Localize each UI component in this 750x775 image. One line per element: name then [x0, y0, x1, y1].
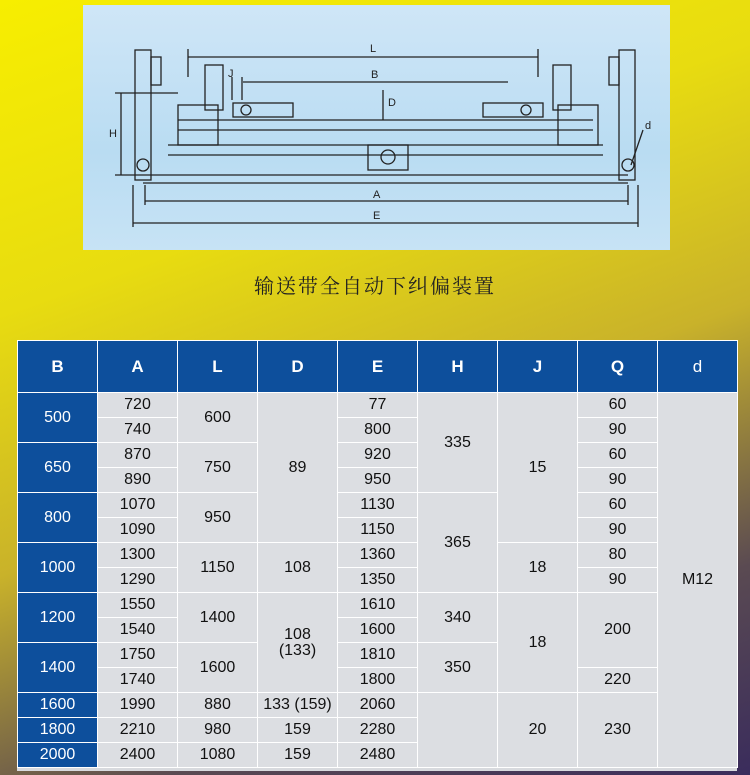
cell-l: 1400 — [178, 593, 258, 643]
label-a: A — [373, 189, 381, 201]
cell-l: 1150 — [178, 543, 258, 593]
header-row — [18, 341, 738, 393]
cell-a: 1300 — [98, 543, 178, 568]
table-row — [18, 493, 738, 518]
diagram-caption: 输送带全自动下纠偏装置 — [254, 276, 496, 298]
label-d: D — [388, 97, 396, 109]
cell-h: 340 — [418, 593, 498, 643]
cell-j: 20 — [498, 693, 578, 768]
header-l: L — [178, 341, 258, 393]
cell-q: 90 — [578, 418, 658, 443]
cell-j: 18 — [498, 593, 578, 693]
cell-b: 500 — [18, 393, 98, 443]
cell-b: 1000 — [18, 543, 98, 593]
cell-e: 800 — [338, 418, 418, 443]
cell-b: 650 — [18, 443, 98, 493]
cell-e: 77 — [338, 393, 418, 418]
cell-e: 2280 — [338, 718, 418, 743]
cell-q: 90 — [578, 518, 658, 543]
spec-table-container — [17, 340, 737, 771]
header-d: D — [258, 341, 338, 393]
header-j: J — [498, 341, 578, 393]
cell-a: 720 — [98, 393, 178, 418]
cell-a: 890 — [98, 468, 178, 493]
left-frame — [135, 50, 151, 180]
cell-q: 90 — [578, 568, 658, 593]
cell-q: 220 — [578, 668, 658, 693]
cell-l: 1600 — [178, 643, 258, 693]
cell-l: 600 — [178, 393, 258, 443]
table-row — [18, 668, 738, 693]
cell-b: 2000 — [18, 743, 98, 768]
cell-h: 335 — [418, 393, 498, 493]
header-e: E — [338, 341, 418, 393]
cell-q: 230 — [578, 693, 658, 768]
left-upright — [205, 65, 223, 110]
cell-d-line2: (133) — [278, 641, 317, 659]
cell-d: 159 — [258, 718, 338, 743]
cell-h: 365 — [418, 493, 498, 593]
cell-l: 1080 — [178, 743, 258, 768]
cell-q: 90 — [578, 468, 658, 493]
header-q: Q — [578, 341, 658, 393]
cell-e: 1360 — [338, 543, 418, 568]
cell-a: 1540 — [98, 618, 178, 643]
cell-a: 1090 — [98, 518, 178, 543]
header-b: B — [18, 341, 98, 393]
label-d-small: d — [645, 120, 652, 132]
cell-e: 2480 — [338, 743, 418, 768]
cell-e: 1350 — [338, 568, 418, 593]
cell-l: 880 — [178, 693, 258, 718]
cell-e: 1810 — [338, 643, 418, 668]
cell-q: 60 — [578, 393, 658, 418]
cell-a: 2400 — [98, 743, 178, 768]
cell-j: 15 — [498, 393, 578, 543]
label-e: E — [373, 210, 381, 222]
table-row — [18, 593, 738, 618]
header-a: A — [98, 341, 178, 393]
table-row — [18, 468, 738, 493]
center-roller — [368, 145, 408, 170]
cell-j: 18 — [498, 543, 578, 593]
cell-l: 980 — [178, 718, 258, 743]
cell-q: 200 — [578, 593, 658, 668]
table-row — [18, 393, 738, 418]
cell-e: 1150 — [338, 518, 418, 543]
cell-e: 1130 — [338, 493, 418, 518]
cell-a: 870 — [98, 443, 178, 468]
cell-d-line1: 108 — [284, 625, 311, 643]
cell-a: 1070 — [98, 493, 178, 518]
cell-q: 60 — [578, 493, 658, 518]
table-row — [18, 418, 738, 443]
cell-a: 1990 — [98, 693, 178, 718]
cell-b: 1400 — [18, 643, 98, 693]
cell-e: 2060 — [338, 693, 418, 718]
cell-q: 60 — [578, 443, 658, 468]
cell-d: 133 (159) — [258, 693, 338, 718]
cell-e: 1610 — [338, 593, 418, 618]
label-l: L — [370, 43, 377, 55]
cell-a: 2210 — [98, 718, 178, 743]
cell-d: 89 — [258, 393, 338, 543]
label-j: J — [228, 68, 234, 80]
drawing-panel — [83, 5, 670, 250]
table-row — [18, 443, 738, 468]
cell-e: 1800 — [338, 668, 418, 693]
cell-b: 800 — [18, 493, 98, 543]
cell-d: 108 — [258, 543, 338, 593]
right-upright — [553, 65, 571, 110]
cell-b: 1200 — [18, 593, 98, 643]
table-row — [18, 543, 738, 568]
table-row — [18, 518, 738, 543]
table-row — [18, 693, 738, 718]
spec-table — [17, 340, 738, 768]
cell-h: 350 — [418, 643, 498, 693]
cell-a: 1290 — [98, 568, 178, 593]
cell-a: 1550 — [98, 593, 178, 618]
cell-e: 920 — [338, 443, 418, 468]
cell-a: 1740 — [98, 668, 178, 693]
cell-e: 950 — [338, 468, 418, 493]
cell-d: 159 — [258, 743, 338, 768]
header-d-small: d — [658, 341, 738, 393]
cell-a: 1750 — [98, 643, 178, 668]
label-b: B — [371, 69, 379, 81]
cell-a: 740 — [98, 418, 178, 443]
cell-l: 750 — [178, 443, 258, 493]
cell-h-empty — [418, 693, 498, 768]
cell-e: 1600 — [338, 618, 418, 643]
label-h: H — [109, 128, 117, 140]
cell-d — [258, 593, 338, 693]
cell-dval: M12 — [658, 393, 738, 768]
table-row — [18, 568, 738, 593]
cell-l: 950 — [178, 493, 258, 543]
header-h: H — [418, 341, 498, 393]
cell-b: 1600 — [18, 693, 98, 718]
cell-q: 80 — [578, 543, 658, 568]
cell-b: 1800 — [18, 718, 98, 743]
belt-deviation-drawing — [83, 5, 670, 250]
